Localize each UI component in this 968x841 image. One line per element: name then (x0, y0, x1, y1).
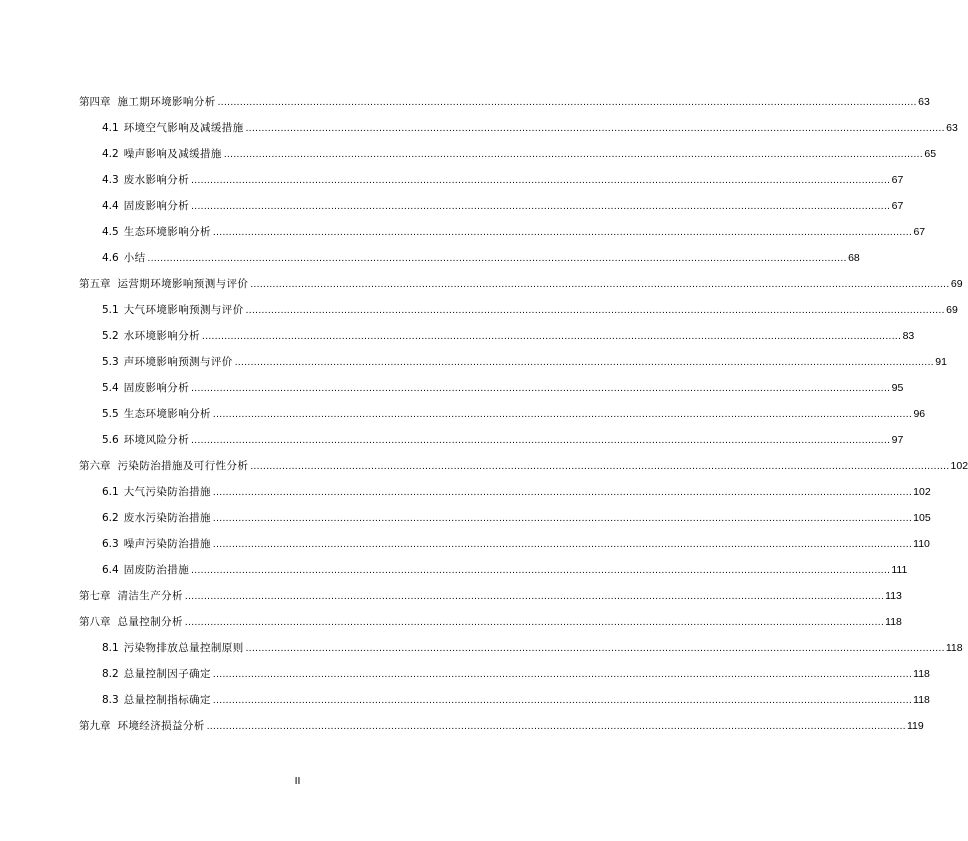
toc-entry-line (102, 687, 930, 714)
toc-entry-line (102, 323, 915, 350)
toc-entry-line (102, 661, 930, 688)
toc-entry-number: 4.5 (102, 226, 119, 238)
toc-dot-leader: ............................................................................................................................................................................................................................ (217, 97, 917, 108)
toc-dot-leader: ............................................................................................................................................................................................................................ (191, 175, 891, 186)
toc-dot-leader: ............................................................................................................................................................................................................................ (191, 383, 891, 394)
toc-entry-line (79, 271, 963, 298)
toc-dot-leader: ............................................................................................................................................................................................................................ (212, 669, 913, 680)
toc-entry-line (79, 609, 902, 636)
toc-entry-page: 68 (848, 252, 860, 264)
toc-dot-leader: ............................................................................................................................................................................................................................ (223, 149, 924, 160)
toc-entry-title: 总量控制因子确定 (123, 668, 211, 680)
toc-section-entry[interactable] (0, 193, 904, 219)
toc-dot-leader: ............................................................................................................................................................................................................................ (245, 305, 945, 316)
toc-entry-title: 大气环境影响预测与评价 (123, 304, 244, 316)
toc-entry-number: 6.1 (102, 486, 119, 498)
toc-entry-number: 4.1 (102, 122, 119, 134)
toc-entry-title: 小结 (123, 252, 146, 264)
toc-section-entry[interactable] (0, 323, 915, 349)
toc-dot-leader: ............................................................................................................................................................................................................................ (245, 643, 945, 654)
toc-entry-number: 5.2 (102, 330, 119, 342)
toc-entry-title: 声环境影响预测与评价 (123, 356, 233, 368)
toc-dot-leader: ............................................................................................................................................................................................................................ (184, 617, 885, 628)
table-of-contents (0, 89, 968, 739)
toc-entry-number: 5.1 (102, 304, 119, 316)
toc-entry-line (79, 89, 930, 116)
toc-entry-line (102, 219, 926, 246)
toc-entry-number: 4.4 (102, 200, 119, 212)
toc-dot-leader: ............................................................................................................................................................................................................................ (212, 409, 913, 420)
toc-entry-page: 97 (891, 434, 904, 446)
toc-section-entry[interactable] (0, 245, 860, 271)
toc-dot-leader: ............................................................................................................................................................................................................................ (212, 539, 913, 550)
toc-entry-number: 第七章 (79, 590, 111, 602)
toc-entry-line (79, 453, 968, 480)
toc-section-entry[interactable] (0, 557, 908, 583)
toc-chapter-entry[interactable] (0, 713, 924, 739)
toc-entry-number: 8.3 (102, 694, 119, 706)
toc-section-entry[interactable] (0, 219, 926, 245)
toc-entry-page: 118 (913, 694, 930, 706)
toc-entry-page: 67 (891, 200, 904, 212)
toc-section-entry[interactable] (0, 375, 904, 401)
toc-section-entry[interactable] (0, 349, 947, 375)
toc-entry-number: 8.1 (102, 642, 119, 654)
toc-entry-title: 生态环境影响分析 (123, 226, 211, 238)
toc-entry-page: 91 (935, 356, 947, 368)
toc-entry-page: 96 (913, 408, 926, 420)
toc-entry-page: 105 (913, 512, 931, 524)
toc-entry-title: 环境空气影响及减缓措施 (123, 122, 244, 134)
toc-dot-leader: ............................................................................................................................................................................................................................ (147, 253, 847, 264)
toc-entry-title: 环境经济损益分析 (117, 720, 205, 732)
toc-entry-title: 废水影响分析 (123, 174, 190, 186)
toc-entry-line (102, 193, 904, 220)
toc-entry-number: 第五章 (79, 278, 111, 290)
toc-entry-page: 119 (906, 720, 924, 732)
toc-dot-leader: ............................................................................................................................................................................................................................ (206, 721, 906, 732)
toc-entry-title: 大气污染防治措施 (123, 486, 211, 498)
toc-section-entry[interactable] (0, 115, 958, 141)
toc-entry-title: 施工期环境影响分析 (117, 96, 216, 108)
toc-entry-number: 4.6 (102, 252, 119, 264)
toc-dot-leader: ............................................................................................................................................................................................................................ (184, 591, 885, 602)
toc-entry-line (79, 583, 902, 610)
toc-entry-title: 固废影响分析 (123, 200, 190, 212)
toc-entry-line (102, 245, 860, 272)
toc-chapter-entry[interactable] (0, 89, 930, 115)
toc-chapter-entry[interactable] (0, 271, 963, 297)
toc-dot-leader: ............................................................................................................................................................................................................................ (245, 123, 945, 134)
toc-entry-number: 第四章 (79, 96, 111, 108)
toc-entry-title: 污染防治措施及可行性分析 (117, 460, 249, 472)
toc-entry-title: 噪声影响及减缓措施 (123, 148, 222, 160)
toc-entry-page: 69 (946, 304, 958, 316)
toc-entry-page: 102 (913, 486, 931, 498)
toc-chapter-entry[interactable] (0, 583, 902, 609)
toc-entry-line (102, 531, 930, 558)
toc-section-entry[interactable] (0, 505, 931, 531)
toc-entry-number: 6.2 (102, 512, 119, 524)
toc-entry-number: 5.3 (102, 356, 119, 368)
toc-dot-leader: ............................................................................................................................................................................................................................ (234, 357, 934, 368)
toc-entry-line (102, 297, 958, 324)
toc-entry-number: 8.2 (102, 668, 119, 680)
toc-entry-title: 总量控制指标确定 (123, 694, 211, 706)
toc-entry-number: 4.2 (102, 148, 119, 160)
toc-entry-page: 67 (913, 226, 926, 238)
page-number: II (294, 775, 301, 787)
toc-entry-number: 6.3 (102, 538, 119, 550)
toc-entry-page: 69 (950, 278, 963, 290)
toc-section-entry[interactable] (0, 531, 930, 557)
toc-entry-page: 83 (902, 330, 915, 342)
toc-dot-leader: ............................................................................................................................................................................................................................ (191, 565, 891, 576)
toc-entry-title: 总量控制分析 (117, 616, 183, 628)
toc-entry-line (102, 141, 937, 168)
toc-entry-number: 5.5 (102, 408, 119, 420)
toc-dot-leader: ............................................................................................................................................................................................................................ (202, 331, 902, 342)
toc-entry-page: 102 (950, 460, 968, 472)
toc-dot-leader: ............................................................................................................................................................................................................................ (212, 513, 913, 524)
toc-dot-leader: ............................................................................................................................................................................................................................ (191, 201, 891, 212)
toc-section-entry[interactable] (0, 427, 904, 453)
toc-entry-title: 清洁生产分析 (117, 590, 183, 602)
toc-entry-title: 污染物排放总量控制原则 (123, 642, 244, 654)
toc-entry-number: 6.4 (102, 564, 119, 576)
toc-entry-page: 118 (945, 642, 963, 654)
toc-dot-leader: ............................................................................................................................................................................................................................ (191, 435, 891, 446)
toc-dot-leader: ............................................................................................................................................................................................................................ (212, 487, 913, 498)
toc-entry-title: 固废影响分析 (123, 382, 190, 394)
toc-entry-line (102, 635, 963, 662)
toc-section-entry[interactable] (0, 661, 930, 687)
toc-section-entry[interactable] (0, 297, 958, 323)
toc-entry-number: 第九章 (79, 720, 111, 732)
toc-entry-line (102, 505, 931, 532)
toc-entry-page: 118 (913, 668, 930, 680)
toc-entry-line (102, 375, 904, 402)
toc-entry-page: 110 (913, 538, 930, 550)
toc-entry-number: 第八章 (79, 616, 111, 628)
toc-entry-page: 67 (891, 174, 904, 186)
toc-entry-line (102, 427, 904, 454)
toc-entry-page: 63 (946, 122, 958, 134)
toc-dot-leader: ............................................................................................................................................................................................................................ (250, 461, 950, 472)
toc-entry-number: 4.3 (102, 174, 119, 186)
toc-dot-leader: ............................................................................................................................................................................................................................ (212, 695, 913, 706)
toc-section-entry[interactable] (0, 401, 926, 427)
toc-entry-number: 第六章 (79, 460, 111, 472)
toc-section-entry[interactable] (0, 687, 930, 713)
toc-section-entry[interactable] (0, 167, 904, 193)
toc-section-entry[interactable] (0, 479, 931, 505)
toc-entry-title: 运营期环境影响预测与评价 (117, 278, 249, 290)
toc-entry-title: 固废防治措施 (123, 564, 190, 576)
toc-section-entry[interactable] (0, 635, 963, 661)
toc-entry-line (102, 115, 958, 142)
toc-entry-page: 65 (924, 148, 937, 160)
toc-entry-title: 废水污染防治措施 (123, 512, 211, 524)
toc-entry-number: 5.4 (102, 382, 119, 394)
toc-entry-title: 水环境影响分析 (123, 330, 201, 342)
toc-chapter-entry[interactable] (0, 453, 968, 479)
toc-entry-line (102, 167, 904, 194)
toc-entry-page: 111 (891, 564, 908, 576)
toc-entry-line (102, 401, 926, 428)
toc-chapter-entry[interactable] (0, 609, 902, 635)
toc-entry-number: 5.6 (102, 434, 119, 446)
toc-dot-leader: ............................................................................................................................................................................................................................ (212, 227, 913, 238)
toc-entry-page: 113 (885, 590, 902, 602)
toc-entry-page: 118 (885, 616, 902, 628)
toc-entry-title: 生态环境影响分析 (123, 408, 211, 420)
toc-section-entry[interactable] (0, 141, 937, 167)
toc-entry-page: 63 (918, 96, 930, 108)
toc-entry-page: 95 (891, 382, 904, 394)
toc-entry-line (102, 557, 908, 584)
toc-entry-line (102, 479, 931, 506)
toc-dot-leader: ............................................................................................................................................................................................................................ (250, 279, 950, 290)
toc-entry-line (79, 713, 924, 740)
toc-entry-title: 噪声污染防治措施 (123, 538, 211, 550)
toc-entry-title: 环境风险分析 (123, 434, 190, 446)
toc-entry-line (102, 349, 947, 376)
